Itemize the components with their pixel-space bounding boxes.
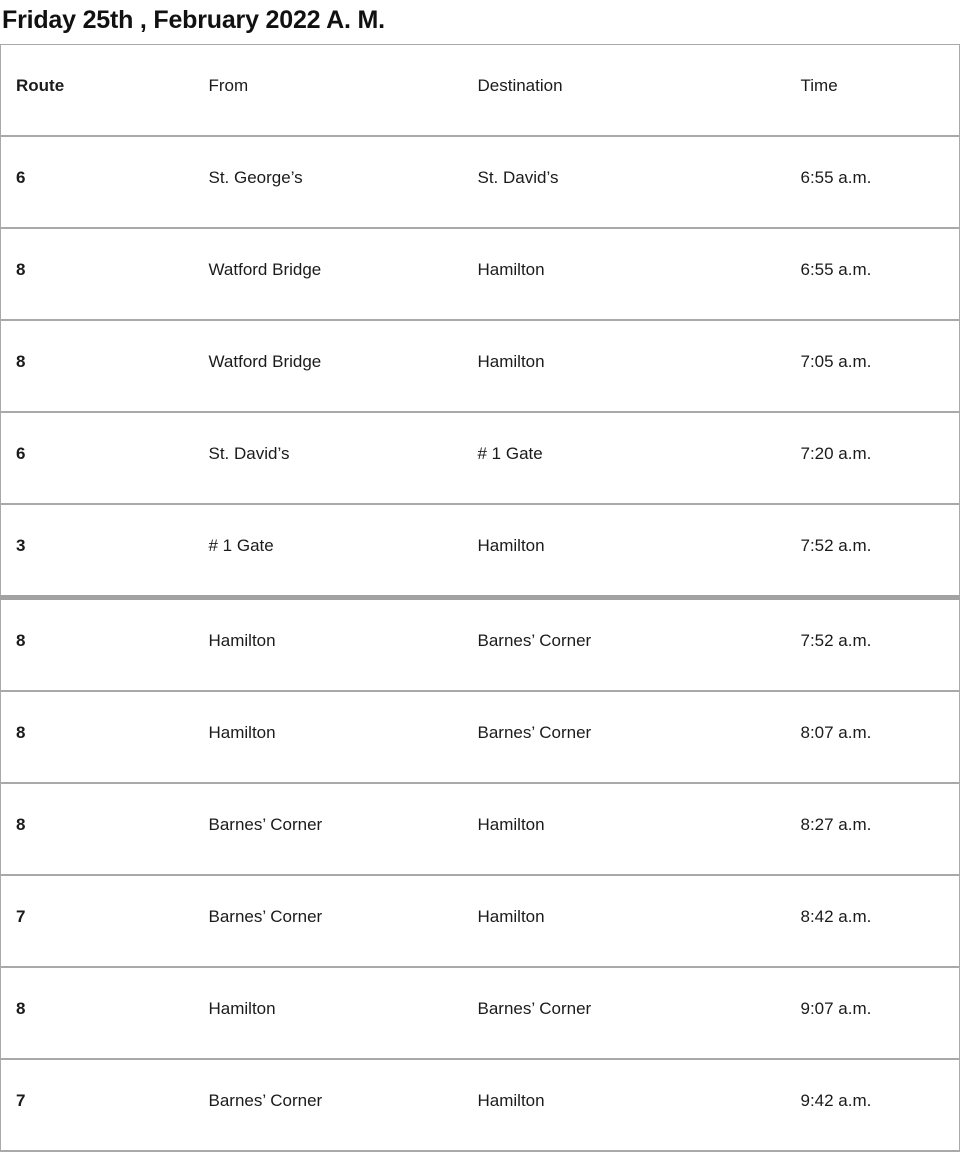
time-cell: 7:20 a.m.	[786, 412, 960, 504]
time-cell: 9:07 a.m.	[786, 967, 960, 1059]
table-row	[1, 412, 960, 504]
destination-cell: St. David’s	[463, 136, 786, 228]
destination-cell: Hamilton	[463, 320, 786, 412]
from-cell: Hamilton	[194, 967, 463, 1059]
time-cell: 7:52 a.m.	[786, 504, 960, 598]
column-header-from: From	[208, 75, 249, 95]
destination-cell: Hamilton	[463, 228, 786, 320]
table-header	[1, 45, 960, 137]
destination-cell: Hamilton	[463, 783, 786, 875]
time-cell: 8:07 a.m.	[786, 691, 960, 783]
route-cell: 8	[1, 228, 194, 320]
from-cell: Barnes’ Corner	[194, 875, 463, 967]
table-row	[1, 875, 960, 967]
from-cell: Barnes’ Corner	[194, 783, 463, 875]
route-cell: 3	[1, 504, 194, 598]
table-row	[1, 598, 960, 692]
time-cell: 6:55 a.m.	[786, 228, 960, 320]
table-row	[1, 228, 960, 320]
time-cell: 9:42 a.m.	[786, 1059, 960, 1151]
from-cell: Watford Bridge	[194, 228, 463, 320]
destination-cell: Barnes’ Corner	[463, 691, 786, 783]
time-cell: 7:52 a.m.	[786, 598, 960, 692]
from-cell: St. David’s	[194, 412, 463, 504]
route-cell: 8	[1, 967, 194, 1059]
destination-cell: Hamilton	[463, 504, 786, 598]
table-row	[1, 136, 960, 228]
from-cell: St. George’s	[194, 136, 463, 228]
column-header-route: Route	[16, 75, 65, 95]
destination-cell: Barnes’ Corner	[463, 967, 786, 1059]
column-header-time: Time	[800, 75, 838, 95]
table-row	[1, 691, 960, 783]
route-cell: 8	[1, 320, 194, 412]
table-row	[1, 504, 960, 598]
table-row	[1, 320, 960, 412]
time-cell: 6:55 a.m.	[786, 136, 960, 228]
bus-schedule-table	[0, 44, 960, 1152]
destination-cell: # 1 Gate	[463, 412, 786, 504]
route-cell: 6	[1, 412, 194, 504]
header-row	[1, 45, 960, 137]
destination-cell: Barnes’ Corner	[463, 598, 786, 692]
schedule-group-2	[1, 598, 960, 1152]
time-cell: 8:27 a.m.	[786, 783, 960, 875]
route-cell: 6	[1, 136, 194, 228]
table-row	[1, 967, 960, 1059]
from-cell: Watford Bridge	[194, 320, 463, 412]
table-row	[1, 783, 960, 875]
time-cell: 7:05 a.m.	[786, 320, 960, 412]
from-cell: Barnes’ Corner	[194, 1059, 463, 1151]
route-cell: 7	[1, 875, 194, 967]
from-cell: Hamilton	[194, 598, 463, 692]
route-cell: 7	[1, 1059, 194, 1151]
route-cell: 8	[1, 691, 194, 783]
route-cell: 8	[1, 783, 194, 875]
time-cell: 8:42 a.m.	[786, 875, 960, 967]
table-row	[1, 1059, 960, 1151]
from-cell: # 1 Gate	[194, 504, 463, 598]
destination-cell: Hamilton	[463, 1059, 786, 1151]
schedule-group-1	[1, 136, 960, 598]
page-title: Friday 25th , February 2022 A. M.	[2, 6, 385, 34]
destination-cell: Hamilton	[463, 875, 786, 967]
column-header-destination: Destination	[477, 75, 563, 95]
from-cell: Hamilton	[194, 691, 463, 783]
route-cell: 8	[1, 598, 194, 692]
